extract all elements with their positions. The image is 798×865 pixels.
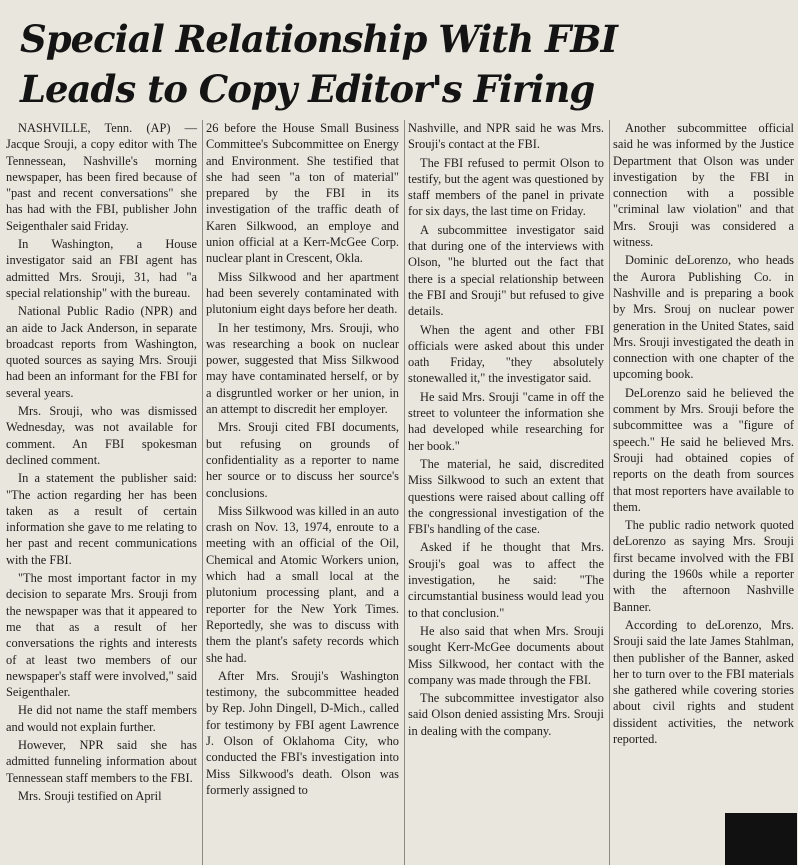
- article-paragraph: According to deLorenzo, Mrs. Srouji said the late James Stahlman, then publisher of the Banner, asked her to turn over to the FBI materials she gathered while covering stories about civil rights and student dissident activities, the network reported.: [613, 617, 794, 746]
- article-paragraph: 26 before the House Small Business Committee's Subcommittee on Energy and Environment. She testified that she had seen "a ton of material" prepared by the FBI in its investigation of the traffic death of Karen Silkwood, an employe and union official at a Kerr-McGee Corp. nuclear plant in Crescent, Okla.: [206, 121, 399, 266]
- headline-line-2: Leads to Copy Editor's Firing: [20, 67, 595, 111]
- article-paragraph: After Mrs. Srouji's Washington testimony, the subcommittee headed by Rep. John Dingell, D-Mich., called for testimony by FBI agent Lawrence J. Olson of Oklahoma City, who conducted the FBI's investigation into Miss Silkwood's death. Olson was formerly assigned to: [206, 668, 399, 797]
- article-body: [4, 120, 798, 865]
- article-paragraph: The public radio network quoted deLorenzo as saying Mrs. Srouji first became involved with the FBI during the 1960s while a reporter with the afternoon Nashville Banner.: [613, 518, 794, 614]
- article-paragraph: He said Mrs. Srouji "came in off the street to volunteer the information she had developed while researching for her book.": [408, 389, 604, 453]
- article-paragraph: He did not name the staff members and would not explain further.: [6, 703, 197, 734]
- article-column-3: [404, 120, 607, 865]
- article-paragraph: When the agent and other FBI officials were asked about this under oath Friday, "they absolutely stonewalled it," the investigator said.: [408, 322, 604, 386]
- article-paragraph: Asked if he thought that Mrs. Srouji's goal was to affect the investigation, he said: "The circumstantial business would lead you to that conclusion.": [408, 540, 604, 620]
- article-paragraph: Mrs. Srouji, who was dismissed Wednesday, was not available for comment. An FBI spokesman declined comment.: [6, 404, 197, 467]
- article-column-4: [609, 120, 797, 865]
- bleed-through-text: [590, 58, 790, 118]
- article-paragraph: In Washington, a House investigator said an FBI agent has admitted Mrs. Srouji, 31, had "a special relationship" with the bureau.: [6, 237, 197, 300]
- headline-line-1: Special Relationship With FBI: [20, 17, 617, 61]
- article-paragraph: He also said that when Mrs. Srouji sought Kerr-McGee documents about Miss Silkwood, her contact with the company was made through the FBI.: [408, 623, 604, 687]
- article-paragraph: In a statement the publisher said: "The action regarding her has been taken as a result of certain information she gave to me relating to her past and recent communications with the FBI.: [6, 471, 197, 567]
- article-paragraph: The FBI refused to permit Olson to testify, but the agent was questioned by staff members of the panel in private for six days, the last time on Friday.: [408, 155, 604, 219]
- article-paragraph: Mrs. Srouji testified on April: [18, 788, 162, 803]
- article-paragraph: Miss Silkwood was killed in an auto crash on Nov. 13, 1974, enroute to a meeting with an official of the Oil, Chemical and Atomic Workers union, which had a small local at the plutonium processing plant, and a reporter for the New York Times. Reportedly, she was to discuss with them the plant's safety records which she had.: [206, 503, 399, 665]
- article-paragraph: National Public Radio (NPR) and an aide to Jack Anderson, in separate broadcast reports from Washington, quoted sources as saying Mrs. Srouji had been an informant for the FBI for several years.: [6, 304, 197, 400]
- article-column-2: [202, 120, 402, 865]
- article-paragraph: A subcommittee investigator said that during one of the interviews with Olson, "he blurted out the fact that there is a special relationship between the FBI and Srouji" but refused to give details.: [408, 222, 604, 319]
- article-paragraph: NASHVILLE, Tenn. (AP) — Jacque Srouji, a copy editor with The Tennessean, Nashville's morning newspaper, has been fired because of "past and recent conversations" she has had with the FBI, publisher John Seigenthaler said Friday.: [6, 121, 197, 233]
- article-paragraph: Nashville, and NPR said he was Mrs. Srouji's contact at the FBI.: [408, 121, 604, 152]
- article-column-1: [4, 120, 200, 865]
- article-paragraph: DeLorenzo said he believed the comment by Mrs. Srouji before the subcommittee was a "figure of speech." He said he believed Mrs. Srouji had obtained copies of reports on the death from sources that most reporters have available to them.: [613, 385, 794, 514]
- article-paragraph: In her testimony, Mrs. Srouji, who was researching a book on nuclear power, suggested that Miss Silkwood may have contaminated herself, or by a disgruntled worker or her union, in an attempt to discredit her employer.: [206, 320, 399, 417]
- article-paragraph: The subcommittee investigator also said Olson denied assisting Mrs. Srouji in dealing with the company.: [408, 691, 604, 738]
- article-paragraph: Dominic deLorenzo, who heads the Aurora Publishing Co. in Nashville and is preparing a book by Mrs. Srouj on nuclear power generation in the United States, said Mrs. Srouji investigated the death in connection with one chapter of the upcoming book.: [613, 253, 794, 382]
- article-paragraph: Miss Silkwood and her apartment had been severely contaminated with plutonium eight days before her death.: [206, 269, 399, 317]
- article-paragraph: The material, he said, discredited Miss Silkwood to such an extent that questions were raised about calling off the congressional investigation of the FBI's handling of the case.: [408, 456, 604, 537]
- article-paragraph: "The most important factor in my decision to separate Mrs. Srouji from the newspaper was that it appeared to me that as a result of her conversations the rights and interests of at least two members of our newspaper's staff were involved," said Seigenthaler.: [6, 571, 197, 700]
- article-paragraph: Another subcommittee official said he was informed by the Justice Department that Olson was under investigation by the FBI in connection with a possible "criminal law violation" and that Mrs. Srouji was considered a witness.: [613, 121, 794, 250]
- adjacent-photo-fragment: [722, 810, 797, 865]
- article-paragraph: However, NPR said she has admitted funneling information about Tennessean staff members to the FBI.: [6, 737, 197, 785]
- article-paragraph: Mrs. Srouji cited FBI documents, but refusing on grounds of confidentiality as a reporter to name her source or to discuss her source's conclusions.: [206, 420, 399, 500]
